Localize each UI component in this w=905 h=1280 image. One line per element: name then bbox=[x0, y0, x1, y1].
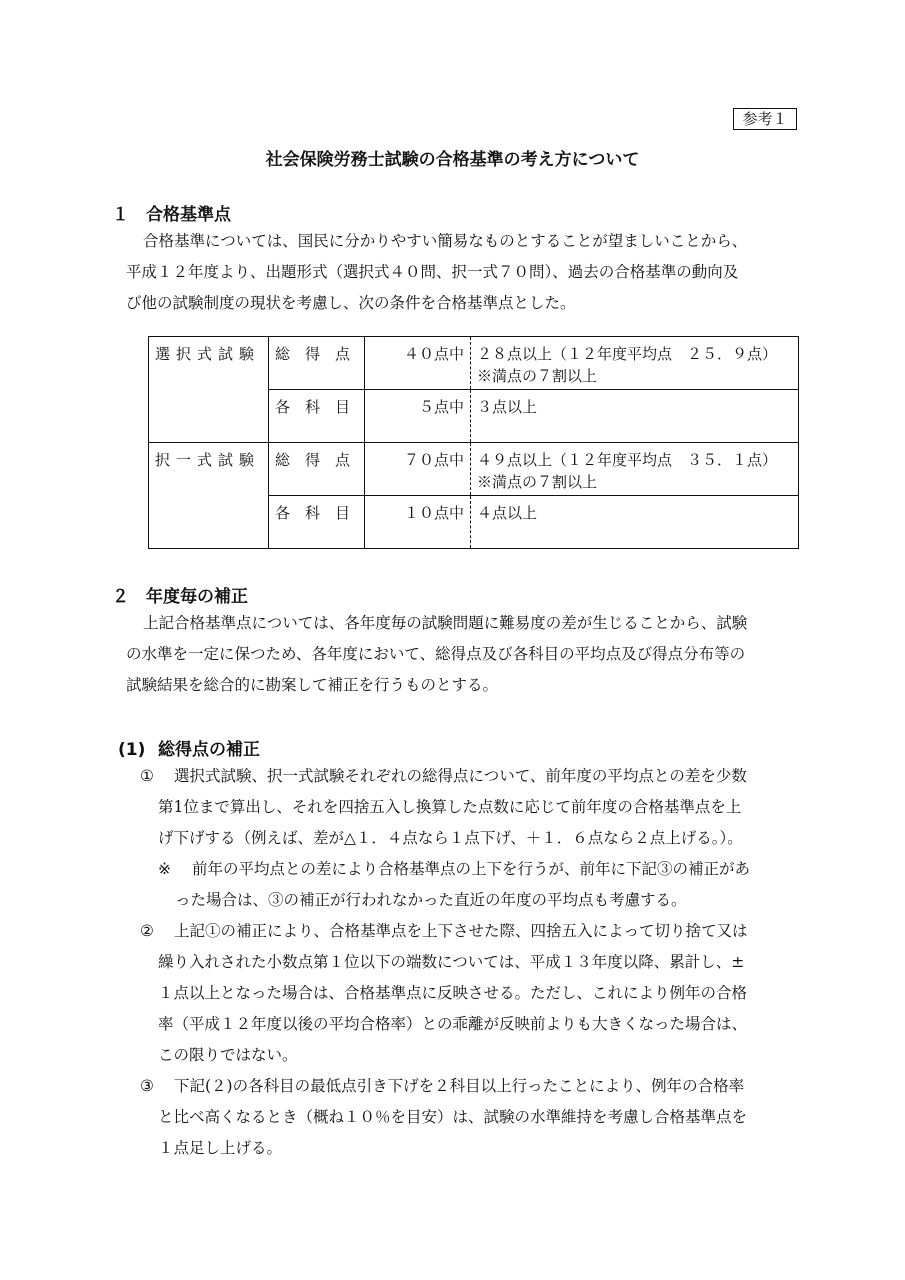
section-1-number: １ bbox=[112, 205, 129, 225]
criterion-cell bbox=[471, 390, 799, 443]
points-cell: ７０点中 bbox=[365, 443, 471, 496]
subsection-1-number: (1) bbox=[118, 740, 146, 760]
criterion-cell bbox=[471, 443, 799, 496]
criterion-note: ※満点の７割以上 bbox=[477, 473, 598, 491]
criterion-cell bbox=[471, 337, 799, 390]
section-2-line-3: 試験結果を総合的に勘案して補正を行うものとする。 bbox=[126, 676, 499, 694]
note-line-1: 前年の平均点との差により合格基準点の上下を行うが、前年に下記③の補正があ bbox=[192, 860, 751, 878]
section-1-line-3: び他の試験制度の現状を考慮し、次の条件を合格基準点とした。 bbox=[126, 294, 576, 312]
criterion-cell bbox=[471, 496, 799, 549]
note-mark: ※ bbox=[158, 860, 171, 878]
item-3-line-1: 下記(２)の各科目の最低点引き下げを２科目以上行ったことにより、例年の合格率 bbox=[174, 1077, 745, 1095]
item-1-line-1: 選択式試験、択一式試験それぞれの総得点について、前年度の平均点との差を少数 bbox=[174, 767, 747, 785]
item-3-line-2: と比べ高くなるとき（概ね１０％を目安）は、試験の水準維持を考慮し合格基準点を bbox=[158, 1108, 748, 1126]
item-cell: 各 科 目 bbox=[269, 496, 365, 549]
note-line-2: った場合は、③の補正が行われなかった直近の年度の平均点も考慮する。 bbox=[175, 891, 687, 909]
section-1-line-1: 合格基準については、国民に分かりやすい簡易なものとすることが望ましいことから、 bbox=[143, 232, 748, 250]
section-2-number: ２ bbox=[112, 587, 129, 607]
criterion-text: ４９点以上（１２年度平均点 ３５．１点） bbox=[477, 451, 778, 469]
criterion-text: ３点以上 bbox=[477, 398, 538, 416]
section-2-line-1: 上記合格基準点については、各年度毎の試験問題に難易度の差が生じることから、試験 bbox=[143, 614, 748, 632]
item-2-line-4: 率（平成１２年度以後の平均合格率）との乖離が反映前よりも大きくなった場合は、 bbox=[158, 1015, 748, 1033]
item-1-mark: ① bbox=[140, 767, 154, 785]
item-3-line-3: １点足し上げる。 bbox=[158, 1139, 283, 1157]
table-row bbox=[149, 337, 799, 390]
subsection-1-heading bbox=[118, 735, 260, 760]
section-2-line-2: の水準を一定に保つため、各年度において、総得点及び各科目の平均点及び得点分布等の bbox=[126, 645, 746, 663]
section-1-heading bbox=[112, 200, 231, 225]
section-2-title: 年度毎の補正 bbox=[146, 587, 248, 607]
subsection-1-title: 総得点の補正 bbox=[158, 740, 260, 760]
exam-type-cell: 選択式試験 bbox=[149, 337, 269, 443]
points-cell: １０点中 bbox=[365, 496, 471, 549]
table-row bbox=[149, 443, 799, 496]
points-cell: ４０点中 bbox=[365, 337, 471, 390]
item-cell: 総 得 点 bbox=[269, 337, 365, 390]
section-1-title: 合格基準点 bbox=[146, 205, 231, 225]
item-2-line-1: 上記①の補正により、合格基準点を上下させた際、四捨五入によって切り捨て又は bbox=[174, 922, 748, 940]
pass-criteria-table bbox=[148, 336, 799, 549]
exam-type-cell: 択一式試験 bbox=[149, 443, 269, 549]
document-title: 社会保険労務士試験の合格基準の考え方について bbox=[265, 150, 640, 170]
reference-label-box: 参考１ bbox=[733, 108, 797, 130]
criterion-text: ２８点以上（１２年度平均点 ２５．９点） bbox=[477, 345, 778, 363]
item-1-line-3: げ下げする（例えば、差が△１．４点なら１点下げ、＋１．６点なら２点上げる。）。 bbox=[158, 829, 743, 847]
item-cell: 各 科 目 bbox=[269, 390, 365, 443]
section-2-heading bbox=[112, 582, 248, 607]
item-2-line-2: 繰り入れされた小数点第１位以下の端数については、平成１３年度以降、累計し、± bbox=[158, 953, 745, 971]
item-cell: 総 得 点 bbox=[269, 443, 365, 496]
item-1-line-2: 第1位まで算出し、それを四捨五入し換算した点数に応じて前年度の合格基準点を上 bbox=[158, 798, 742, 816]
item-2-line-5: この限りではない。 bbox=[158, 1046, 298, 1064]
item-2-mark: ② bbox=[140, 922, 154, 940]
section-1-line-2: 平成１２年度より、出題形式（選択式４０問、択一式７０問）、過去の合格基準の動向及 bbox=[126, 263, 739, 281]
points-cell: ５点中 bbox=[365, 390, 471, 443]
item-2-line-3: １点以上となった場合は、合格基準点に反映させる。ただし、これにより例年の合格 bbox=[158, 984, 748, 1002]
criterion-note: ※満点の７割以上 bbox=[477, 367, 598, 385]
criterion-text: ４点以上 bbox=[477, 504, 538, 522]
item-3-mark: ③ bbox=[140, 1077, 154, 1095]
